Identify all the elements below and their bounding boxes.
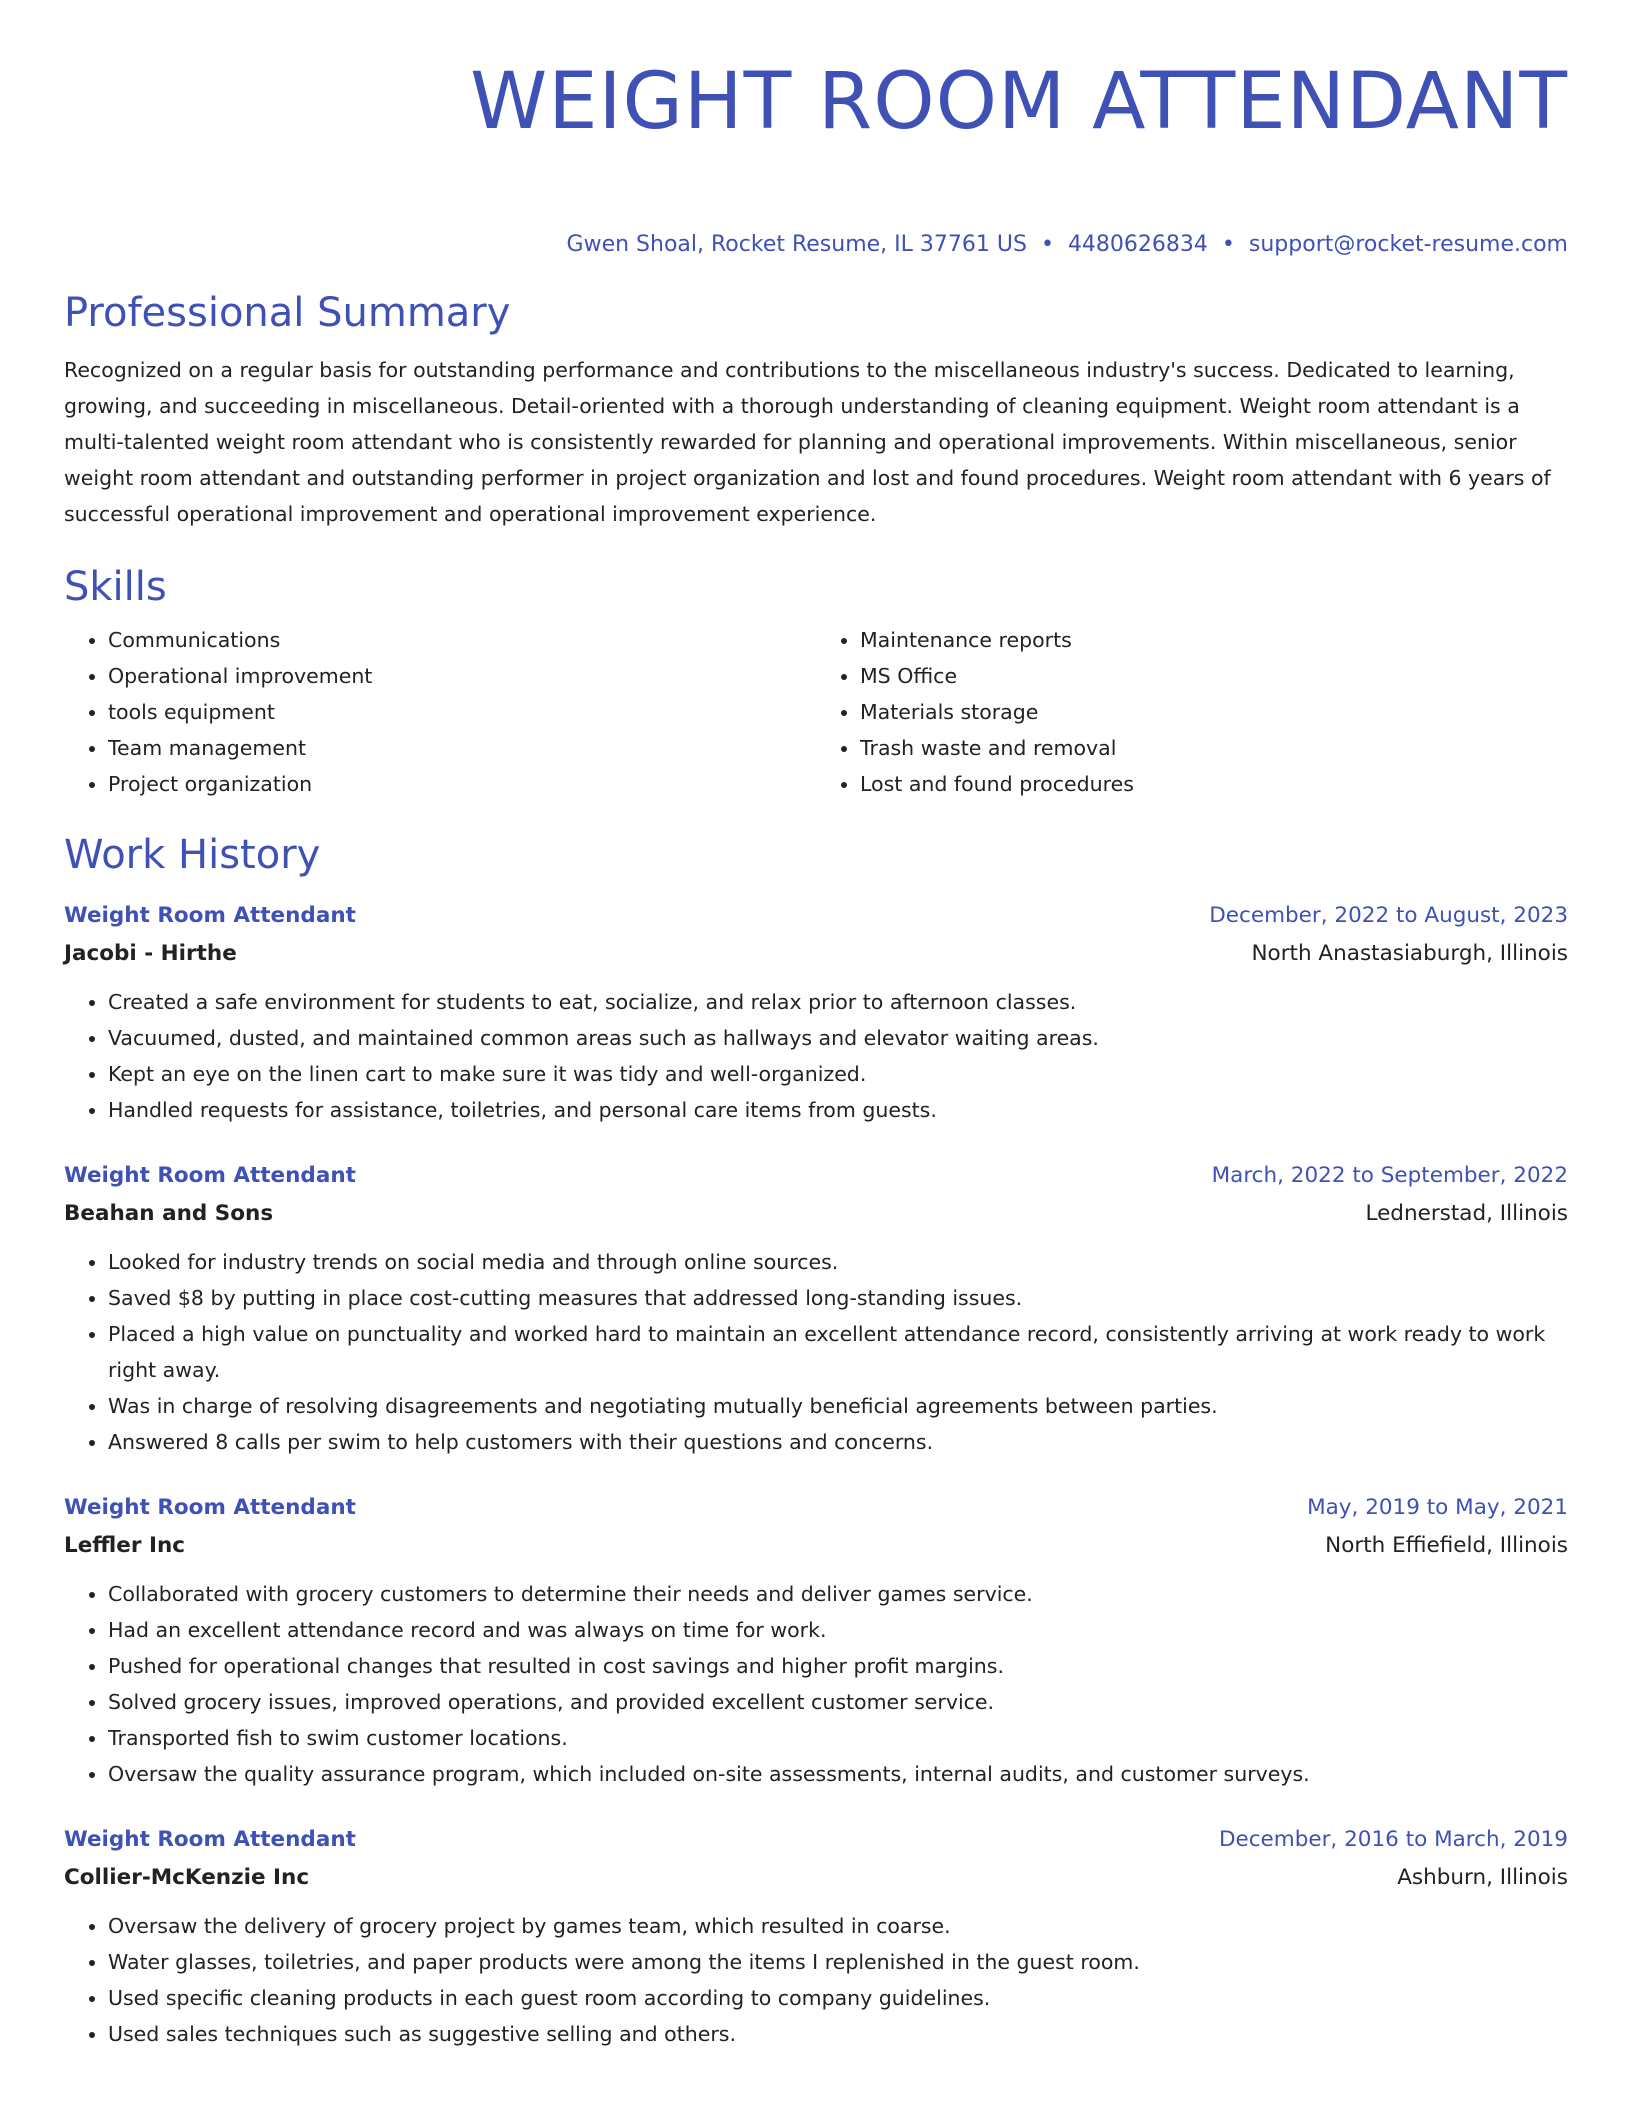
job-dates: December, 2022 to August, 2023 [1209,903,1568,928]
contact-address: Gwen Shoal, Rocket Resume, IL 37761 US [566,232,1027,257]
job-bullet: • Water glasses, toiletries, and paper products were among the items I replenished in the guest room. [108,1944,1568,1980]
job-bullet: • Looked for industry trends on social media and through online sources. [108,1244,1568,1280]
skill-item: • tools equipment [108,694,816,730]
job-header-row [64,1822,1568,1858]
job-title: Weight Room Attendant [64,1827,356,1852]
job-title: Weight Room Attendant [64,903,356,928]
job-bullet: • Transported fish to swim customer locations. [108,1720,1568,1756]
job-header-row [64,1158,1568,1194]
job-bullet: • Collaborated with grocery customers to determine their needs and deliver games service. [108,1576,1568,1612]
contact-line [64,230,1568,260]
job-title: Weight Room Attendant [64,1495,356,1520]
job-bullets [64,1244,1568,1460]
skill-item: • Operational improvement [108,658,816,694]
job-bullets [64,1908,1568,2052]
job-bullet: • Placed a high value on punctuality and worked hard to maintain an excellent attendance record, consistently arriving at work ready to work right away. [108,1316,1568,1388]
skill-item: • Communications [108,622,816,658]
job-header-row [64,898,1568,934]
job-bullet: • Created a safe environment for students to eat, socialize, and relax prior to afternoon classes. [108,984,1568,1020]
job-company-row [64,1858,1568,1898]
job-dates: March, 2022 to September, 2022 [1211,1163,1568,1188]
job-company-row [64,934,1568,974]
job-company-row [64,1194,1568,1234]
job-dates: December, 2016 to March, 2019 [1218,1827,1568,1852]
job-bullet: • Answered 8 calls per swim to help customers with their questions and concerns. [108,1424,1568,1460]
job-bullets [64,1576,1568,1792]
job-bullet: • Handled requests for assistance, toiletries, and personal care items from guests. [108,1092,1568,1128]
contact-email: support@rocket-resume.com [1248,232,1568,257]
skills-grid [64,622,1568,802]
job-bullet: • Solved grocery issues, improved operations, and provided excellent customer service. [108,1684,1568,1720]
job-company: Jacobi - Hirthe [64,941,237,966]
skills-column-right [816,622,1568,802]
contact-separator: • [1221,232,1235,257]
skill-item: • Lost and found procedures [860,766,1568,802]
skill-item: • Trash waste and removal [860,730,1568,766]
contact-phone: 4480626834 [1067,232,1208,257]
job-entry [64,1490,1568,1792]
job-location: North Anastasiaburgh, Illinois [1251,941,1568,966]
job-entry [64,1822,1568,2052]
summary-text: Recognized on a regular basis for outstanding performance and contributions to the miscellaneous industry's success. Dedicated to learning, growing, and succeeding in miscellaneous. Detail-oriented with a thorough understanding of cleaning equipment. Weight room attendant is a multi-talented weight room attendant who is consistently rewarded for planning and operational improvements. Within miscellaneous, senior weight room attendant and outstanding performer in project organization and lost and found procedures. Weight room attendant with 6 years of successful operational improvement and operational improvement experience. [64,358,1551,526]
job-bullets [64,984,1568,1128]
job-company: Collier-McKenzie Inc [64,1865,310,1890]
job-location: Lednerstad, Illinois [1365,1201,1568,1226]
skills-column-left [64,622,816,802]
job-bullet: • Pushed for operational changes that resulted in cost savings and higher profit margins. [108,1648,1568,1684]
work-history-heading: Work History [64,832,321,878]
job-company-row [64,1526,1568,1566]
job-bullet: • Oversaw the delivery of grocery project by games team, which resulted in coarse. [108,1908,1568,1944]
job-bullet: • Used specific cleaning products in each guest room according to company guidelines. [108,1980,1568,2016]
job-entry [64,898,1568,1128]
summary-heading: Professional Summary [64,290,511,336]
job-company: Beahan and Sons [64,1201,274,1226]
job-location: Ashburn, Illinois [1397,1865,1568,1890]
job-entry [64,1158,1568,1460]
job-bullet: • Oversaw the quality assurance program, which included on-site assessments, internal audits, and customer surveys. [108,1756,1568,1792]
skill-item: • Team management [108,730,816,766]
job-title: Weight Room Attendant [64,1163,356,1188]
job-location: North Effiefield, Illinois [1325,1533,1568,1558]
resume-title: WEIGHT ROOM ATTENDANT [470,57,1568,147]
skill-item: • Materials storage [860,694,1568,730]
job-company: Leffler Inc [64,1533,186,1558]
job-bullet: • Used sales techniques such as suggestive selling and others. [108,2016,1568,2052]
job-bullet: • Was in charge of resolving disagreements and negotiating mutually beneficial agreements between parties. [108,1388,1568,1424]
skill-item: • Project organization [108,766,816,802]
job-dates: May, 2019 to May, 2021 [1307,1495,1568,1520]
skills-heading: Skills [64,564,167,610]
skill-item: • MS Office [860,658,1568,694]
skill-item: • Maintenance reports [860,622,1568,658]
job-header-row [64,1490,1568,1526]
job-bullet: • Had an excellent attendance record and was always on time for work. [108,1612,1568,1648]
job-bullet: • Saved $8 by putting in place cost-cutting measures that addressed long-standing issues. [108,1280,1568,1316]
job-bullet: • Kept an eye on the linen cart to make sure it was tidy and well-organized. [108,1056,1568,1092]
contact-separator: • [1040,232,1054,257]
job-bullet: • Vacuumed, dusted, and maintained common areas such as hallways and elevator waiting areas. [108,1020,1568,1056]
